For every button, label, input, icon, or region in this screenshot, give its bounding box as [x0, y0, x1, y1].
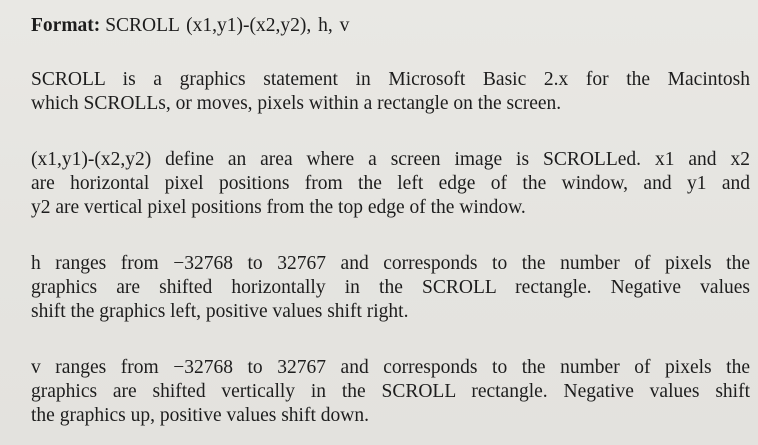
paragraph-line: shift the graphics left, positive values shift right. [31, 301, 409, 322]
paragraph-line: graphics are shifted horizontally in the SCROLL rectangle. Negative values [31, 277, 750, 298]
paragraph-line: SCROLL is a graphics statement in Microsoft Basic 2.x for the Macintosh [31, 69, 750, 90]
paragraph-line: h ranges from −32768 to 32767 and corresponds to the number of pixels the [31, 253, 750, 274]
paragraph-line: which SCROLLs, or moves, pixels within a rectangle on the screen. [31, 93, 562, 114]
paragraph-description [31, 68, 750, 116]
format-syntax: SCROLL (x1,y1)-(x2,y2), h, v [105, 15, 350, 36]
paragraph-line: graphics are shifted vertically in the SCROLL rectangle. Negative values shift [31, 381, 750, 402]
format-label: Format: [31, 15, 101, 36]
paragraph-coordinates [31, 148, 750, 220]
paragraph-line: the graphics up, positive values shift down. [31, 405, 369, 426]
paragraph-line: y2 are vertical pixel positions from the top edge of the window. [31, 197, 526, 218]
paragraph-line: are horizontal pixel positions from the left edge of the window, and y1 and [31, 173, 750, 194]
format-line [31, 14, 750, 38]
paragraph-line: (x1,y1)-(x2,y2) define an area where a screen image is SCROLLed. x1 and x2 [31, 149, 750, 170]
paragraph-h-range [31, 252, 750, 324]
paragraph-v-range [31, 356, 750, 428]
paragraph-line: v ranges from −32768 to 32767 and corresponds to the number of pixels the [31, 357, 750, 378]
